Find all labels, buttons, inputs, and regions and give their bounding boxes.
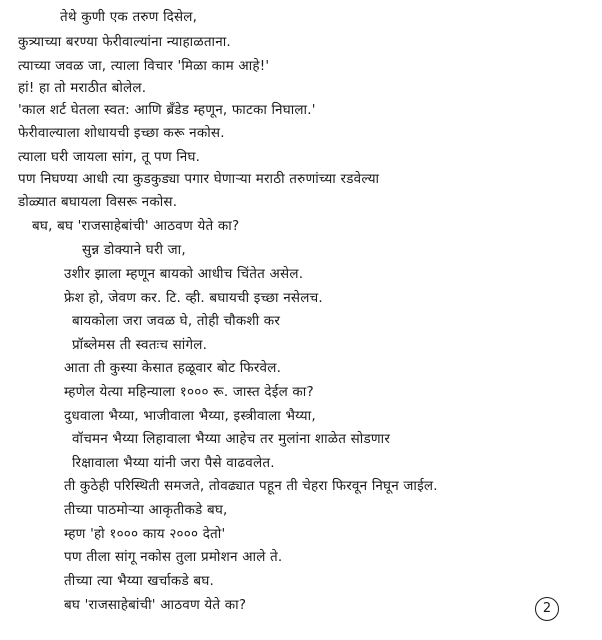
text-line: बघ, बघ 'राजसाहेबांची' आठवण येते का? <box>32 218 240 234</box>
text-line: प्रॉब्लेमस ती स्वतःच सांगेल. <box>72 337 208 353</box>
text-line: फ्रेश हो, जेवण कर. टि. व्ही. बघायची इच्छा नसेलच. <box>64 290 323 306</box>
text-line: फेरीवाल्याला शोधायची इच्छा करू नकोस. <box>18 125 225 141</box>
text-line: बायकोला जरा जवळ घे, तोही चौकशी कर <box>72 313 281 329</box>
text-line: म्हणेल येत्या महिन्याला १००० रू. जास्त देईल का? <box>64 384 314 400</box>
text-line: म्हण 'हो १००० काय २००० देतो' <box>64 526 226 542</box>
text-line: उशीर झाला म्हणून बायको आधीच चिंतेत असेल. <box>64 266 304 282</box>
text-line: कुत्र्याच्या बरण्या फेरीवाल्यांना न्याहाळताना. <box>18 34 231 50</box>
text-line: तीच्या पाठमोऱ्या आकृतीकडे बघ, <box>64 502 228 518</box>
text-line: दुधवाला भैय्या, भाजीवाला भैय्या, इस्त्रीवाला भैय्या, <box>64 408 316 424</box>
text-line: बघ 'राजसाहेबांची' आठवण येते का? <box>64 597 247 613</box>
text-line: वॉचमन भैय्या लिहावाला भैय्या आहेच तर मुलांना शाळेत सोडणार <box>72 431 391 447</box>
text-line: तीच्या त्या भैय्या खर्चाकडे बघ. <box>64 573 214 589</box>
text-line: रिक्षावाला भैय्या यांनी जरा पैसे वाढवलेत. <box>72 455 275 471</box>
text-line: पण तीला सांगू नकोस तुला प्रमोशन आले ते. <box>64 549 283 565</box>
text-line: त्याला घरी जायला सांग, तू पण निघ. <box>18 149 201 165</box>
text-line: ती कुठेही परिस्थिती समजते, तोवढ्यात पहून ती चेहरा फिरवून निघून जाईल. <box>64 478 438 494</box>
text-line: पण निघण्या आधी त्या कुडकुड्या पगार घेणाऱ्या मराठी तरुणांच्या रडवेल्या <box>18 171 380 187</box>
text-line: तेथे कुणी एक तरुण दिसेल, <box>60 9 198 25</box>
text-line: त्याच्या जवळ जा, त्याला विचार 'मिळा काम आहे!' <box>18 58 270 74</box>
text-line: डोळ्यात बघायला विसरू नकोस. <box>18 194 178 210</box>
page-number-circle: 2 <box>535 597 559 621</box>
text-line: 'काल शर्ट घेतला स्वत: आणि ब्रँडेड म्हणून, फाटका निघाला.' <box>18 102 316 118</box>
text-line: सुन्न डोक्याने घरी जा, <box>82 242 186 258</box>
text-line: आता ती कुस्या केसात हळूवार बोट फिरवेल. <box>64 360 282 376</box>
text-line: हां! हा तो मराठीत बोलेल. <box>18 80 147 96</box>
